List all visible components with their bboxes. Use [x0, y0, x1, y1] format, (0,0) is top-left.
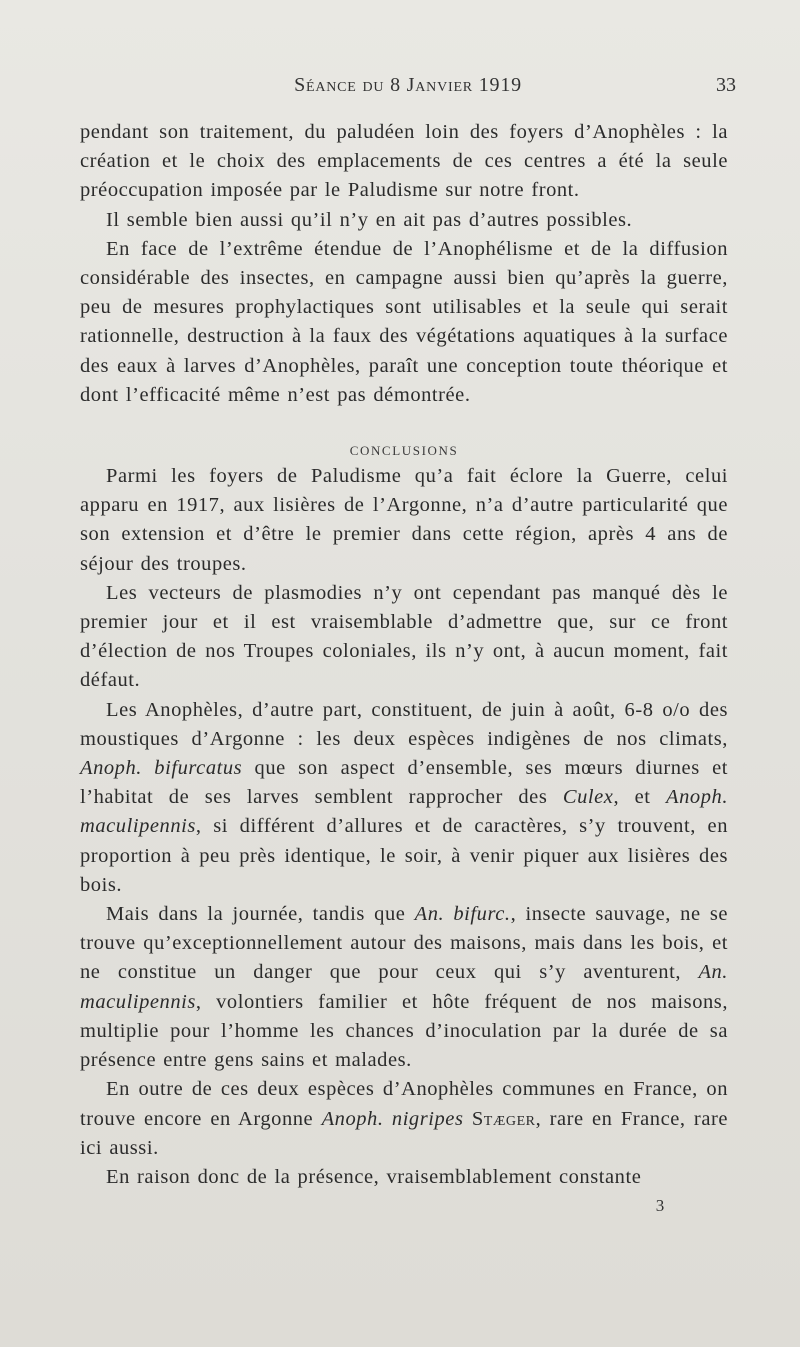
species-bifurcatus: Anoph. bifurcatus [80, 757, 243, 780]
p7-text-c: , insecte sauvage, ne se trouve qu’exceptionnellement autour des maisons, mais dans les bois, et ne constitue un danger que pour ceux qui s’y aventurent, [80, 903, 728, 984]
running-head-title: Séance du 8 Janvier 1919 [294, 74, 522, 96]
paragraph-2: Il semble bien aussi qu’il n’y en ait pas d’autres possibles. [106, 208, 633, 231]
page-number: 33 [716, 74, 736, 96]
p7-text-e: , volontiers familier et hôte fréquent de nos maisons, multiplie pour l’homme les chances d’inoculation par la durée de sa présence entre gens sains et malades. [80, 990, 728, 1072]
p6-text-c: que son aspect d’ensemble, ses mœurs diurnes et l’habitat de ses larves semblent rapprocher des [80, 757, 728, 809]
paragraph-3: En face de l’extrême étendue de l’Anophélisme et de la diffusion considérable des insectes, en campagne aussi bien qu’après la guerre, peu de mesures prophylactiques sont utilisables et la seule qui serait rationnelle, destruction à la faux des végétations aquatiques à la surface des eaux à larves d’Anophèles, paraît une conception toute théorique et dont l’efficacité même n’est pas démontrée. [80, 237, 728, 406]
running-head [80, 74, 736, 104]
p6-text-a: Les Anophèles, d’autre part, constituent, de juin à août, 6-8 o/o des moustiques d’Argonne : les deux espèces indigènes de nos climats, [80, 698, 728, 750]
species-bifurc-abbrev: An. bifurc. [414, 903, 511, 926]
paragraph-4: Parmi les foyers de Paludisme qu’a fait éclore la Guerre, celui apparu en 1917, aux lisières de l’Argonne, n’a d’autre particularité que son extension et d’être le premier dans cette région, après 4 ans de séjour des troupes. [80, 465, 728, 575]
species-maculipennis: Anoph. maculipennis [80, 786, 728, 838]
p8-text-e: , rare en France, rare ici aussi. [80, 1107, 728, 1159]
author-staeger: Stæger [471, 1107, 536, 1130]
section-heading: CONCLUSIONS [349, 443, 459, 459]
p8-text-a: En outre de ces deux espèces d’Anophèles communes en France, on trouve encore en Argonne [80, 1078, 728, 1130]
genus-culex: Culex [562, 786, 614, 809]
species-nigripes: Anoph. nigripes [321, 1107, 464, 1130]
paragraph-8 [80, 1075, 728, 1163]
paragraph-7 [80, 900, 728, 1075]
p8-text-c [463, 1108, 471, 1130]
paragraph-1: pendant son traitement, du paludéen loin des foyers d’Anophèles : la création et le choix des emplacements de ces centres a été la seule préoccupation imposée par le Paludisme sur notre front. [80, 121, 728, 202]
paragraph-5: Les vecteurs de plasmodies n’y ont cependant pas manqué dès le premier jour et il est vraisemblable d’admettre que, sur ce front d’élection de nos Troupes coloniales, ils n’y ont, à aucun moment, fait défaut. [80, 581, 728, 692]
species-maculipennis-abbrev: An. maculipennis [80, 961, 728, 1013]
paragraph-6 [80, 696, 728, 900]
printer-signature-mark: 3 [655, 1196, 665, 1215]
p6-text-g: , si différent d’allures et de caractères, s’y trouvent, en proportion à peu près identique, le soir, à venir piquer aux lisières des bois. [80, 815, 728, 896]
p7-text-a: Mais dans la journée, tandis que [106, 903, 415, 926]
paragraph-9: En raison donc de la présence, vraisemblablement constante [106, 1165, 642, 1188]
p6-text-e: , et [613, 786, 667, 809]
body-text [80, 118, 728, 1192]
